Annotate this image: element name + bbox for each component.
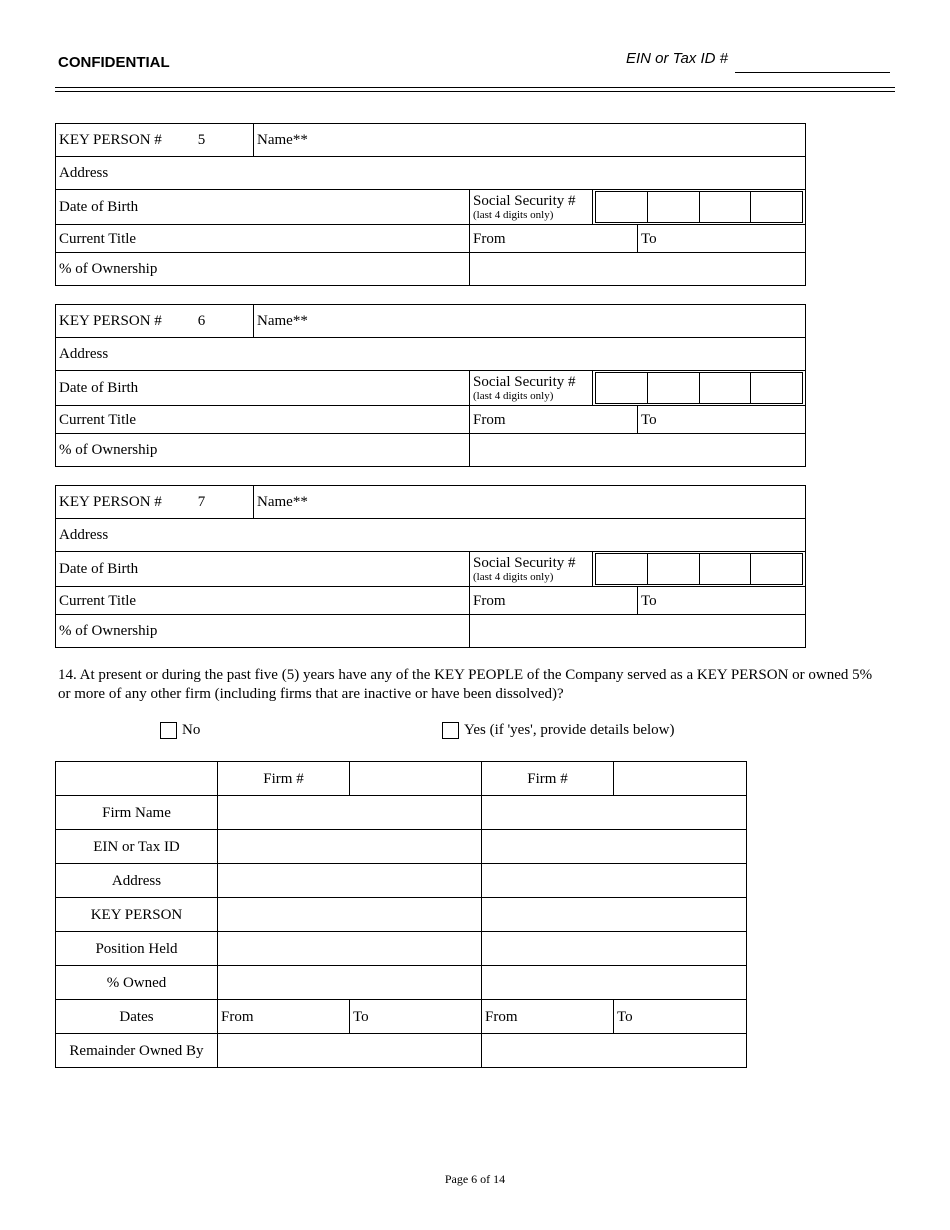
key-person-number: 5 [197,132,206,148]
yes-checkbox[interactable] [442,722,459,739]
firm-1-remainder-field[interactable] [218,1034,482,1068]
ownership-label: % of Ownership [56,253,470,286]
firm-1-address-field[interactable] [218,864,482,898]
ownership-label: % of Ownership [56,434,470,467]
firm-1-to-field[interactable]: To [350,1000,482,1034]
firm-position-label: Position Held [56,932,218,966]
no-checkbox[interactable] [160,722,177,739]
firm-owned-label: % Owned [56,966,218,1000]
ssn-digit-boxes[interactable] [593,371,806,406]
name-field[interactable]: Name** [254,305,806,338]
firm-address-label: Address [56,864,218,898]
firm-2-address-field[interactable] [482,864,747,898]
ownership-field[interactable] [470,615,806,648]
dob-field[interactable]: Date of Birth [56,190,470,225]
dob-field[interactable]: Date of Birth [56,371,470,406]
firm-2-ein-field[interactable] [482,830,747,864]
firm-1-position-field[interactable] [218,932,482,966]
firm-1-key-person-field[interactable] [218,898,482,932]
key-person-table-7 [55,485,806,648]
firm-1-name-field[interactable] [218,796,482,830]
name-field[interactable]: Name** [254,486,806,519]
firm-1-ein-field[interactable] [218,830,482,864]
address-field[interactable]: Address [56,519,806,552]
firm-2-owned-field[interactable] [482,966,747,1000]
yes-label: Yes (if 'yes', provide details below) [464,722,675,738]
firm-details-table [55,761,747,1068]
question-14-text: 14. At present or during the past five (5) years have any of the KEY PEOPLE of the Company served as a KEY PERSON or owned 5% or more of any other firm (including firms that are inactive or have been dissolved)? [58,667,873,702]
firm-ein-label: EIN or Tax ID [56,830,218,864]
firm-dates-label: Dates [56,1000,218,1034]
firm-2-name-field[interactable] [482,796,747,830]
header-rule-top [55,87,895,88]
key-person-table-6 [55,304,806,467]
ssn-label: Social Security # (last 4 digits only) [470,552,593,587]
firm-2-number-field[interactable] [614,762,747,796]
key-person-number: 7 [197,494,206,510]
key-person-label: KEY PERSON # 7 [56,486,254,519]
ssn-digit-boxes[interactable] [593,552,806,587]
firm-2-remainder-field[interactable] [482,1034,747,1068]
current-title-field[interactable]: Current Title [56,225,470,253]
firm-2-from-field[interactable]: From [482,1000,614,1034]
address-field[interactable]: Address [56,338,806,371]
ownership-label: % of Ownership [56,615,470,648]
firm-2-to-field[interactable]: To [614,1000,747,1034]
current-title-field[interactable]: Current Title [56,406,470,434]
firm-1-number-field[interactable] [350,762,482,796]
to-field[interactable]: To [638,225,806,253]
key-person-table-5 [55,123,806,286]
dob-field[interactable]: Date of Birth [56,552,470,587]
page-number: Page 6 of 14 [444,1172,506,1186]
firm-name-label: Firm Name [56,796,218,830]
confidential-label: CONFIDENTIAL [58,54,170,71]
ssn-label: Social Security # (last 4 digits only) [470,190,593,225]
firm-key-person-label: KEY PERSON [56,898,218,932]
current-title-field[interactable]: Current Title [56,587,470,615]
no-label: No [182,722,201,738]
from-field[interactable]: From [470,587,638,615]
to-field[interactable]: To [638,406,806,434]
firm-1-number-label: Firm # [218,762,350,796]
firm-remainder-label: Remainder Owned By [56,1034,218,1068]
name-field[interactable]: Name** [254,124,806,157]
ssn-digit-boxes[interactable] [593,190,806,225]
no-option[interactable] [160,722,200,739]
ein-label: EIN or Tax ID # [626,50,728,67]
firm-header-blank [56,762,218,796]
to-field[interactable]: To [638,587,806,615]
ein-input-line[interactable] [735,72,890,73]
from-field[interactable]: From [470,225,638,253]
key-person-label: KEY PERSON # 5 [56,124,254,157]
firm-2-position-field[interactable] [482,932,747,966]
firm-2-key-person-field[interactable] [482,898,747,932]
ownership-field[interactable] [470,434,806,467]
address-field[interactable]: Address [56,157,806,190]
key-person-number: 6 [197,313,206,329]
firm-2-number-label: Firm # [482,762,614,796]
firm-1-owned-field[interactable] [218,966,482,1000]
key-person-label: KEY PERSON # 6 [56,305,254,338]
firm-1-from-field[interactable]: From [218,1000,350,1034]
ownership-field[interactable] [470,253,806,286]
header-rule-bottom [55,91,895,92]
from-field[interactable]: From [470,406,638,434]
ssn-label: Social Security # (last 4 digits only) [470,371,593,406]
yes-option[interactable] [442,722,675,739]
